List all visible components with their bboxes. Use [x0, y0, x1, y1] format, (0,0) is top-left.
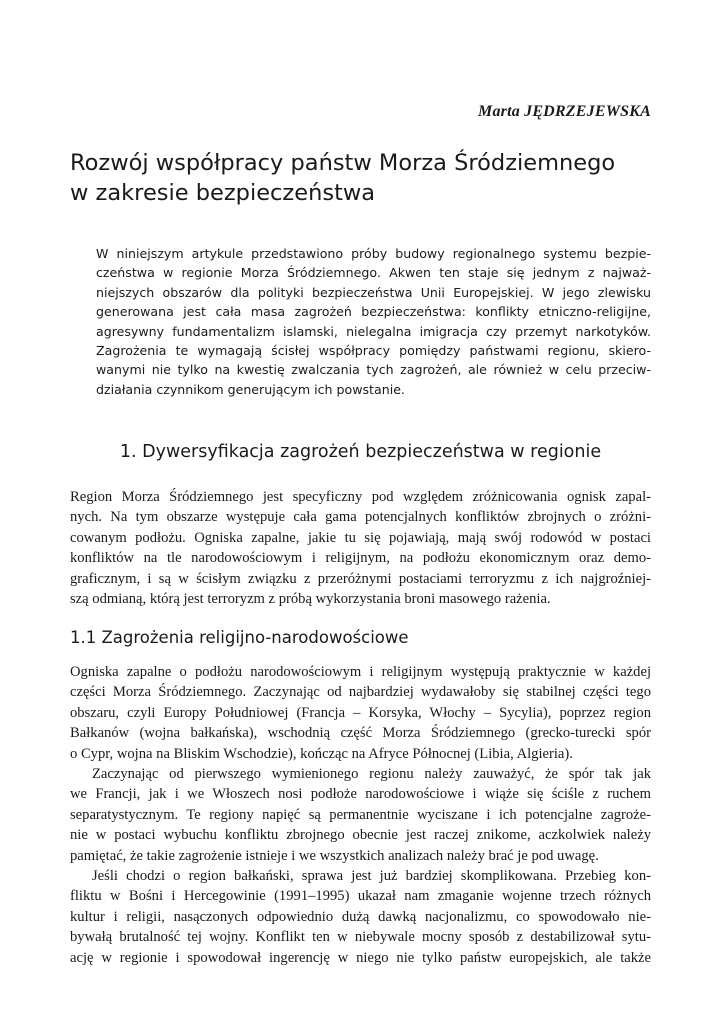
article-title — [70, 148, 670, 208]
abstract-line: niejszych obszarów dla polityki bezpieczeństwa Unii Europejskiej. W jego zlewisku — [96, 284, 651, 300]
abstract-line: W niniejszym artykule przedstawiono próby budowy regionalnego systemu bezpie- — [96, 246, 651, 261]
section-heading: 1. Dywersyfikacja zagrożeń bezpieczeństwa w regionie — [119, 442, 602, 462]
body-line: Zaczynając od pierwszego wymienionego regionu należy zauważyć, że spór tak jak — [92, 766, 651, 783]
subsection-heading: 1.1 Zagrożenia religijno-narodowościowe — [70, 628, 409, 647]
abstract-line: wanymi nie tylko na kwestię zwalczania tych zagrożeń, ale również w celu przeciw- — [96, 362, 651, 378]
body-line: pamiętać, że takie zagrożenie istnieje i we wszystkich analizach należy brać je pod uwagę. — [70, 847, 599, 864]
abstract-line: Zagrożenia te wymagają ścisłej współpracy pomiędzy państwami regionu, skiero- — [96, 343, 651, 359]
body-line: Bałkanów (wojna bałkańska), wschodnią część Morza Śródziemnego (grecko-turecki spór — [70, 725, 651, 742]
body-line: we Francji, jak i we Włoszech nosi podłoże narodowościowe i wiąże się ściśle z ruchem — [70, 786, 651, 803]
body-line: Region Morza Śródziemnego jest specyficzny pod względem zróżnicowania ognisk zapal- — [70, 489, 651, 505]
body-line: konfliktów na tle narodowościowym i religijnym, na podłożu ekonomicznym oraz demo- — [70, 550, 651, 567]
body-line: fliktu w Bośni i Hercegowinie (1991–1995) ukazał nam zmaganie wojenne trzech różnych — [70, 888, 651, 905]
body-line: obszaru, czyli Europy Południowej (Francja – Korsyka, Włochy – Sycylia), poprzez region — [70, 704, 651, 721]
section-body — [70, 487, 651, 609]
body-line: Jeśli chodzi o region bałkański, sprawa jest już bardziej skomplikowana. Przebieg kon- — [92, 868, 651, 885]
body-line: Ogniska zapalne o podłożu narodowościowym i religijnym występują praktycznie w każdej — [70, 664, 651, 680]
body-line: szą odmianą, którą jest terroryzm z próbą wykorzystania broni masowego rażenia. — [70, 591, 551, 608]
body-line: ację w regionie i spowodował ingerencję w niego nie tylko państw europejskich, ale także — [70, 949, 651, 966]
body-line: nych. Na tym obszarze występuje cała gama potencjalnych konfliktów zbrojnych o zróżni- — [70, 509, 651, 526]
abstract-line: generowana jest cała masa zagrożeń bezpieczeństwa: konflikty etniczno-religijne, — [96, 304, 651, 320]
abstract — [96, 244, 651, 399]
body-line: kultur i religii, nasączonych odpowiednio dużą dawką nacjonalizmu, co spowodowało nie- — [70, 908, 651, 925]
abstract-line: działania czynnikom generującym ich powstanie. — [96, 381, 405, 397]
body-line: separatystycznym. Te regiony napięć są permanentnie wyciszane i ich potencjalne zagroże- — [70, 806, 651, 823]
body-line: cowanym podłożu. Ogniska zapalne, jakie tu się pojawiają, mają swój rodowód w postaci — [70, 529, 651, 546]
abstract-line: agresywny fundamentalizm islamski, nielegalna imigracja czy przemyt narkotyków. — [96, 323, 651, 339]
subsection-body — [70, 662, 651, 968]
author-name: Marta JĘDRZEJEWSKA — [478, 103, 651, 120]
body-line: bywałą brutalność tej wojny. Konflikt ten w niebywale mocny sposób z destabilizował sytu- — [70, 929, 651, 946]
body-line: graficznym, i są w ścisłym związku z przeróżnymi postaciami terroryzmu z ich najgroźniej- — [70, 570, 651, 587]
abstract-line: czeństwa w regionie Morza Śródziemnego. Akwen ten staje się jednym z najważ- — [96, 265, 651, 281]
body-line: nie w postaci wybuchu konfliktu zbrojnego obecnie jest raczej znikome, aczkolwiek należy — [70, 827, 651, 844]
title-line: Rozwój współpracy państw Morza Śródziemnego — [70, 150, 616, 176]
body-line: o Cypr, wojna na Bliskim Wschodzie), kończąc na Afryce Północnej (Libia, Algieria). — [70, 745, 573, 762]
body-line: części Morza Śródziemnego. Zaczynając od najbardziej wydawałoby się stabilnej części tego — [70, 684, 651, 701]
title-line: w zakresie bezpieczeństwa — [70, 180, 376, 206]
